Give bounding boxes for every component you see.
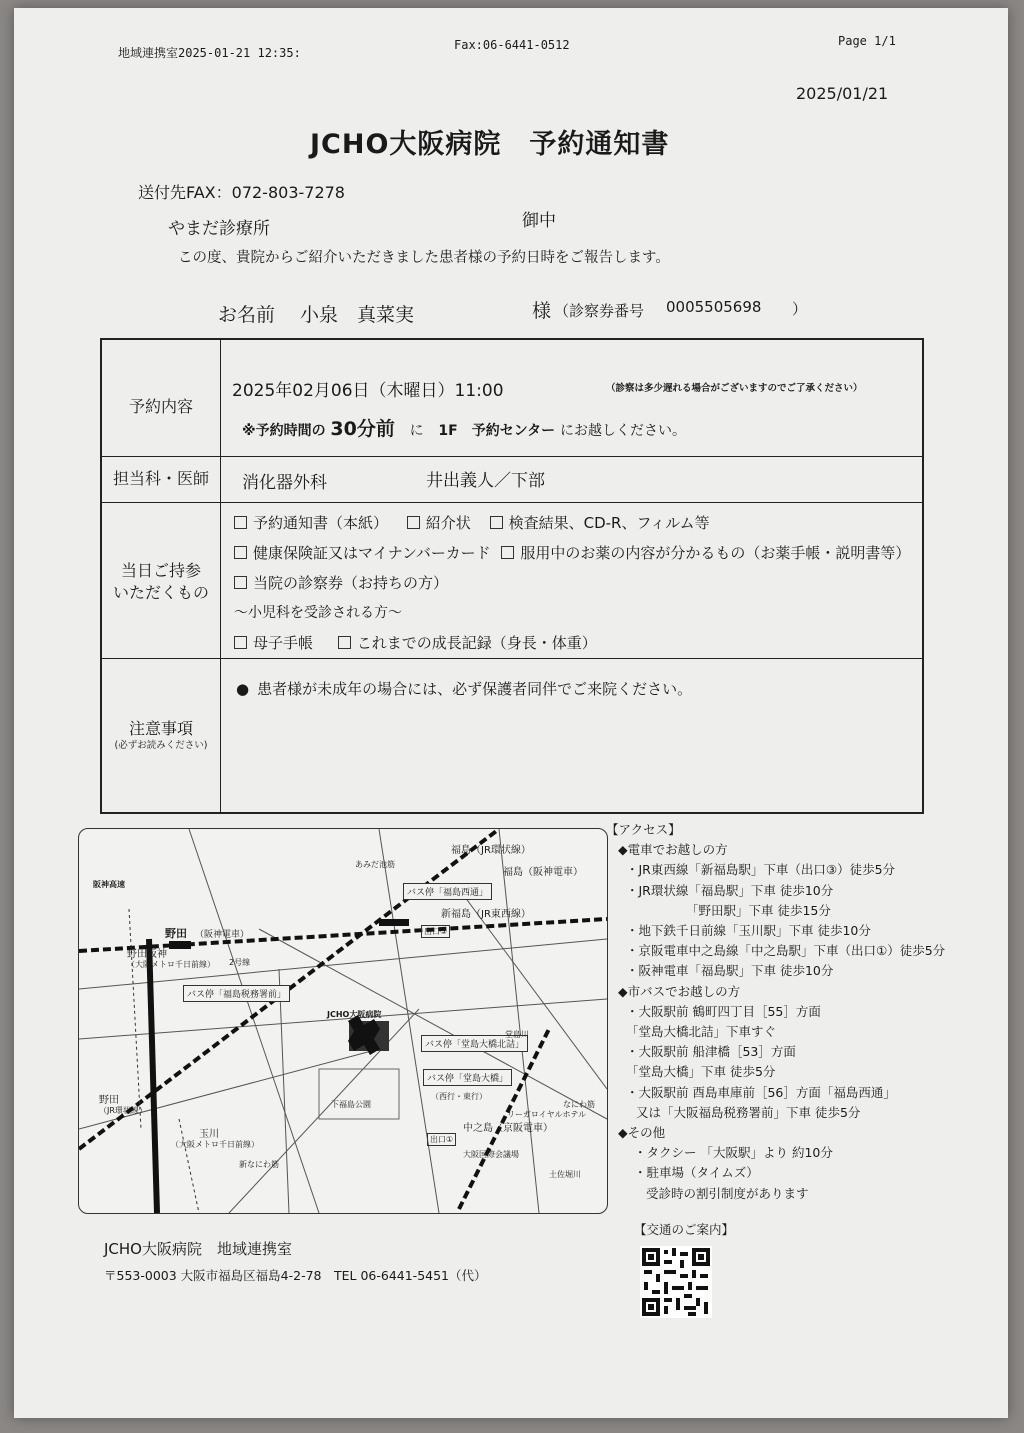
- access-bus-item: 又は「大阪福島税務署前」下車 徒歩5分: [636, 1104, 861, 1120]
- card-number: 0005505698: [666, 298, 762, 316]
- map-drawing: [79, 829, 607, 1213]
- map-shinnaniwa-suji: 新なにわ筋: [239, 1160, 279, 1169]
- access-other-item: ・駐車場（タイムズ）: [634, 1165, 759, 1181]
- fukushima-name: 福島: [451, 845, 471, 856]
- notice-prefix: ※予約時間の: [242, 423, 326, 439]
- map-noda-jr-line: （JR環状線）: [99, 1106, 147, 1115]
- document-title: JCHO大阪病院 予約通知書: [310, 129, 670, 160]
- bring-item: 服用中のお薬の内容が分かるもの（お薬手帳・説明書等）: [520, 544, 911, 562]
- department-name: 消化器外科: [242, 473, 327, 493]
- access-train-item: 「野田駅」下車 徒歩15分: [686, 902, 831, 918]
- access-other-header: ◆その他: [618, 1125, 666, 1141]
- map-noda-jr: 野田: [99, 1095, 119, 1106]
- map-noda-hanshin-line: （大阪メトロ千日前線）: [127, 960, 215, 969]
- reservation-label: 予約内容: [128, 397, 193, 416]
- map-bus-dojima-ohashi: バス停「堂島大橋」: [423, 1069, 512, 1086]
- access-train-header: ◆電車でお越しの方: [618, 842, 728, 858]
- access-bus-item: 「堂島大橋北詰」下車すぐ: [626, 1024, 777, 1040]
- map-tamagawa-line: （大阪メトロ千日前線）: [171, 1140, 259, 1149]
- shinfukushima-line: （JR東西線）: [471, 909, 531, 920]
- map-hall: 大阪国際会議場: [463, 1150, 519, 1159]
- map-hanshin-expy: 阪神高速: [93, 880, 125, 889]
- card-label: （診察券番号: [554, 302, 645, 320]
- recipient-clinic: やまだ診療所: [168, 219, 270, 239]
- map-tosabori: 土佐堀川: [549, 1170, 581, 1179]
- notice-ni: に: [409, 423, 424, 439]
- bring-label: [102, 560, 220, 603]
- caution-text: [236, 678, 692, 699]
- checkbox[interactable]: [234, 576, 247, 589]
- delay-note: （診察は多少遅れる場合がございますのでご了承ください）: [606, 383, 863, 394]
- column-divider: [220, 340, 221, 812]
- bring-item: 紹介状: [425, 514, 471, 532]
- footer-org: JCHO大阪病院 地域連携室: [104, 1240, 292, 1258]
- pediatric-heading: ～小児科を受診される方～: [234, 605, 402, 621]
- patient-sama: 様: [532, 300, 552, 322]
- access-train-item: ・阪神電車「福島駅」下車 徒歩10分: [626, 963, 834, 979]
- patient-name: 小泉 真菜実: [300, 304, 415, 326]
- access-train-item: ・JR東西線「新福島駅」下車（出口③）徒歩5分: [626, 862, 896, 878]
- bring-item: 健康保険証又はマイナンバーカード: [253, 544, 491, 562]
- access-other-item: 受診時の割引制度があります: [646, 1185, 809, 1201]
- map-noda-line: （阪神電車）: [195, 930, 250, 940]
- notice-time: 30分前: [330, 418, 395, 440]
- checkbox[interactable]: [234, 636, 247, 649]
- recipient-fax: 送付先FAX：072-803-7278: [138, 183, 345, 202]
- bring-row-1: [234, 512, 710, 533]
- access-bus-item: ・大阪駅前 鶴町四丁目［55］方面: [626, 1003, 821, 1019]
- bullet-icon: ●: [236, 680, 250, 698]
- map-naniwa-suji: なにわ筋: [563, 1100, 595, 1109]
- caution-sublabel: (必ずお読みください): [114, 739, 208, 751]
- fax-document: [14, 8, 1008, 1418]
- map-bus-dojima-kitazume: バス停「堂島大橋北詰」: [421, 1035, 528, 1052]
- access-bus-item: ・大阪駅前 酉島車庫前［56］方面「福島西通」: [626, 1084, 896, 1100]
- page-number: Page 1/1: [838, 34, 896, 48]
- caution-title: 注意事項: [128, 719, 193, 738]
- map-rihga: リーガロイヤルホテル: [507, 1110, 587, 1119]
- qr-code-icon[interactable]: [640, 1246, 712, 1318]
- bring-label-line1: 当日ご持参: [120, 561, 201, 580]
- qr-label: 【交通のご案内】: [634, 1222, 735, 1237]
- row-divider: [102, 658, 922, 659]
- patient-name-label: お名前: [218, 304, 276, 326]
- checkbox[interactable]: [234, 546, 247, 559]
- access-train-item: ・京阪電車中之島線「中之島駅」下車（出口①）徒歩5分: [626, 943, 946, 959]
- bring-row-3: [234, 572, 448, 593]
- nakanoshima-name: 中之島: [463, 1123, 493, 1134]
- shinfukushima-name: 新福島: [441, 909, 471, 920]
- checkbox[interactable]: [407, 516, 420, 529]
- access-bus-item: ・大阪駅前 船津橋［53］方面: [626, 1044, 796, 1060]
- nakanoshima-line: （京阪電車）: [493, 1123, 553, 1134]
- notice-suffix: にお越しください。: [559, 423, 686, 439]
- map-noda-label: 野田: [165, 927, 187, 940]
- fukushima-jr-line: （JR環状線）: [471, 845, 531, 856]
- fax-sender: 地域連携室2025-01-21 12:35:: [118, 46, 301, 60]
- access-train-item: ・JR環状線「福島駅」下車 徒歩10分: [626, 882, 834, 898]
- row-divider: [102, 456, 922, 457]
- arrival-notice: [242, 414, 686, 441]
- map-noda-hanshin: 野田阪神: [127, 949, 167, 960]
- map-exit1: 出口①: [427, 1133, 456, 1146]
- map-route2: 2号線: [229, 958, 251, 967]
- bring-row-2: [234, 542, 910, 563]
- access-bus-item: 「堂島大橋」下車 徒歩5分: [626, 1064, 776, 1080]
- bring-item: 検査結果、CD-R、フィルム等: [508, 514, 710, 532]
- map-park: 下福島公園: [331, 1100, 371, 1109]
- map-exit3: 出口③: [421, 925, 450, 938]
- row-divider: [102, 502, 922, 503]
- checkbox[interactable]: [490, 516, 503, 529]
- bring-item: 母子手帳: [253, 634, 314, 652]
- recipient-honorific: 御中: [522, 211, 556, 231]
- checkbox[interactable]: [338, 636, 351, 649]
- access-header: 【アクセス】: [606, 822, 681, 837]
- map-hospital-label: JCHO大阪病院: [327, 1010, 382, 1019]
- document-date: 2025/01/21: [796, 84, 889, 103]
- access-info: [606, 820, 945, 1204]
- access-map: [78, 828, 608, 1214]
- card-close: ）: [792, 300, 808, 318]
- footer-address: 〒553-0003 大阪市福島区福島4-2-78 TEL 06-6441-5451（代）: [104, 1268, 487, 1283]
- map-dojima-river: 堂島川: [505, 1030, 529, 1039]
- bring-row-4: [234, 632, 597, 653]
- map-shinfukushima: [441, 905, 531, 920]
- notice-place: 1F 予約センター: [438, 423, 556, 439]
- checkbox[interactable]: [501, 546, 514, 559]
- caution-label: [102, 718, 220, 752]
- bring-item: 予約通知書（本紙）: [253, 514, 389, 532]
- checkbox[interactable]: [234, 516, 247, 529]
- access-bus-header: ◆市バスでお越しの方: [618, 983, 741, 999]
- map-bus-zeimusho: バス停「福島税務署前」: [183, 985, 290, 1002]
- map-fukushima-hanshin: 福島（阪神電車）: [503, 867, 583, 878]
- fax-number: Fax:06-6441-0512: [454, 38, 570, 52]
- intro-text: この度、貴院からご紹介いただきました患者様の予約日時をご報告します。: [178, 250, 670, 266]
- department-label: 担当科・医師: [112, 469, 209, 488]
- access-train-item: ・地下鉄千日前線「玉川駅」下車 徒歩10分: [626, 923, 871, 939]
- access-other-item: ・タクシー 「大阪駅」より 約10分: [634, 1145, 833, 1161]
- bring-label-line2: いただくもの: [112, 582, 209, 602]
- map-bus-dojima-sub: （西行・東行）: [431, 1092, 487, 1101]
- bring-item: これまでの成長記録（身長・体重）: [356, 634, 597, 652]
- map-amida-ike: あみだ池筋: [355, 860, 395, 869]
- map-nakanoshima: [463, 1119, 553, 1134]
- caution-body: 患者様が未成年の場合には、必ず保護者同伴でご来院ください。: [257, 680, 693, 698]
- doctor-name: 井出義人／下部: [426, 471, 545, 491]
- reservation-table: [100, 338, 924, 814]
- map-fukushima-jr: [451, 841, 531, 856]
- map-bus-fukushima-nishidori: バス停「福島西通」: [403, 883, 492, 900]
- reservation-datetime: 2025年02月06日（木曜日）11:00: [232, 381, 504, 401]
- bring-item: 当院の診察券（お持ちの方）: [253, 574, 449, 592]
- map-tamagawa: 玉川: [199, 1129, 219, 1140]
